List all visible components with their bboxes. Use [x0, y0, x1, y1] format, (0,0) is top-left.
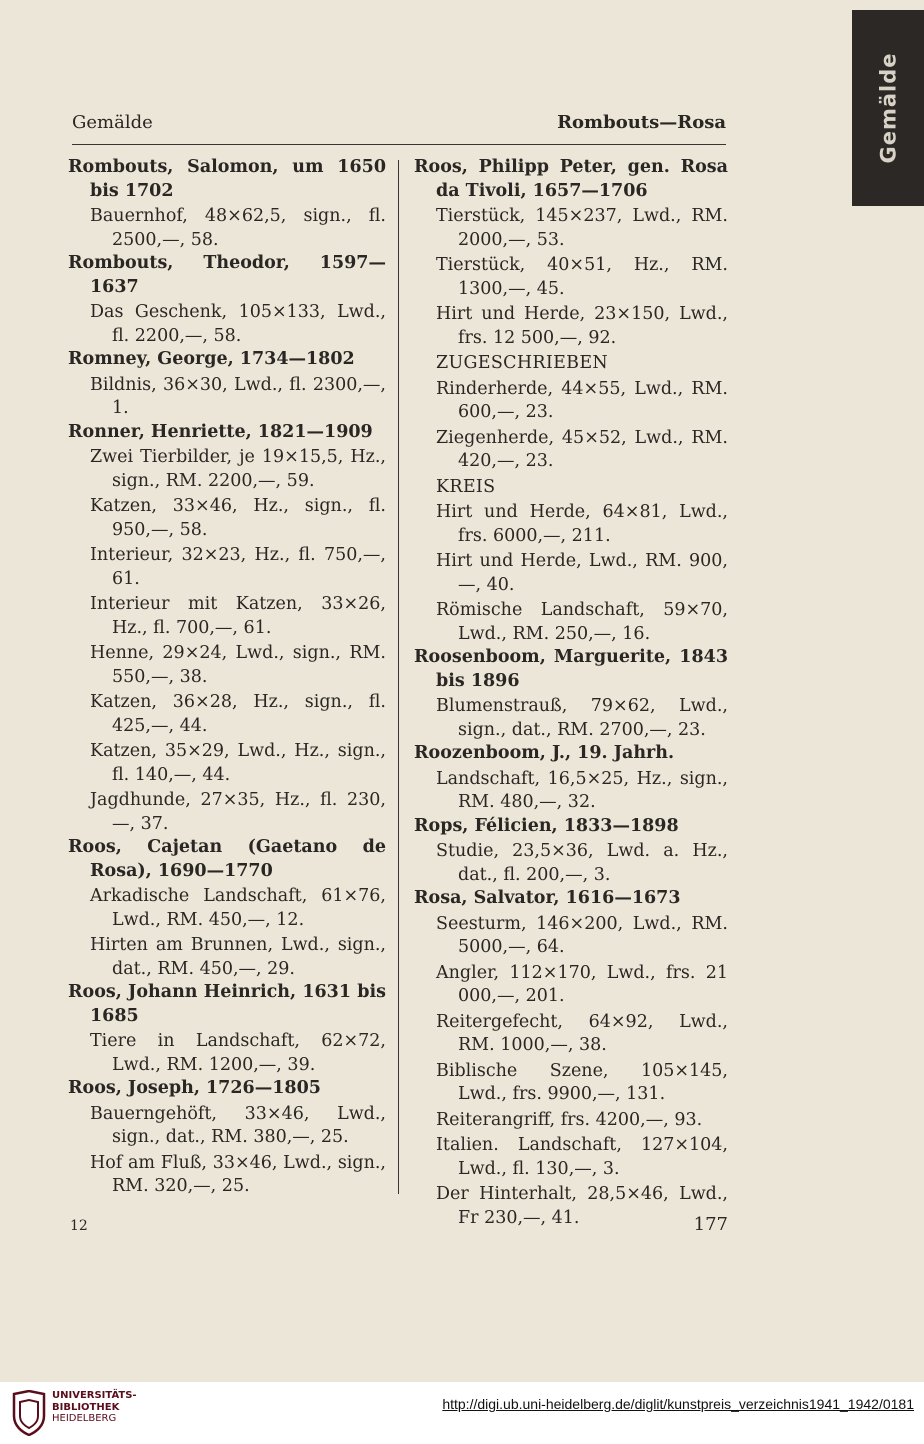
running-head	[72, 112, 726, 140]
artist-heading: Roozenboom, J., 19. Jahrh.	[414, 743, 675, 763]
work-listing: Blumenstrauß, 79×62, Lwd., sign., dat., RM. 2700,—, 23.	[436, 696, 728, 740]
work-listing: Angler, 112×170, Lwd., frs. 21 000,—, 201.	[436, 962, 728, 1006]
work-listing: Katzen, 36×28, Hz., sign., fl. 425,—, 44.	[90, 692, 386, 736]
work-listing: Tiere in Landschaft, 62×72, Lwd., RM. 1200,—, 39.	[90, 1031, 386, 1075]
catalog-entry	[414, 742, 728, 815]
work-listing: Bauerngehöft, 33×46, Lwd., sign., dat., RM. 380,—, 25.	[90, 1103, 386, 1147]
section-tab-label: Gemälde	[876, 52, 901, 164]
work-listing: Biblische Szene, 105×145, Lwd., frs. 9900,—, 131.	[436, 1060, 728, 1104]
artist-heading: Roos, Cajetan (Gaetano de Rosa), 1690—1770	[68, 837, 386, 881]
catalog-entry	[68, 156, 386, 252]
work-listing: Studie, 23,5×36, Lwd. a. Hz., dat., fl. 200,—, 3.	[436, 841, 728, 885]
catalog-entry	[68, 252, 386, 348]
work-listing: Hirt und Herde, Lwd., RM. 900,—, 40.	[436, 551, 728, 595]
digitization-footer	[0, 1382, 924, 1444]
library-name-line: BIBLIOTHEK	[52, 1401, 120, 1413]
artist-heading: Ronner, Henriette, 1821—1909	[68, 421, 373, 442]
work-listing: Interieur mit Katzen, 33×26, Hz., fl. 700,—, 61.	[90, 594, 386, 638]
work-listing: Tierstück, 40×51, Hz., RM. 1300,—, 45.	[436, 255, 728, 299]
artist-heading: Rombouts, Theodor, 1597—1637	[68, 253, 386, 297]
work-listing: Hof am Fluß, 33×46, Lwd., sign., RM. 320,—, 25.	[90, 1152, 386, 1196]
library-logo-icon	[10, 1390, 48, 1436]
work-listing: Italien. Landschaft, 127×104, Lwd., fl. 130,—, 3.	[436, 1135, 728, 1179]
page-number: 177	[693, 1214, 728, 1235]
catalog-entry	[68, 836, 386, 981]
right-column	[414, 156, 728, 1230]
artist-heading: Rosa, Salvator, 1616—1673	[414, 888, 681, 908]
column-rule	[398, 160, 399, 1194]
catalog-entry	[414, 887, 728, 1230]
artist-heading: Rombouts, Salomon, um 1650 bis 1702	[68, 157, 386, 201]
work-listing: Interieur, 32×23, Hz., fl. 750,—, 61.	[90, 545, 386, 589]
artist-heading: Roos, Philipp Peter, gen. Rosa da Tivoli, 1657—1706	[414, 157, 728, 201]
work-listing: Katzen, 35×29, Lwd., Hz., sign., fl. 140,—, 44.	[90, 741, 386, 785]
catalog-entry	[414, 815, 728, 888]
attribution-label: ZUGESCHRIEBEN	[436, 353, 609, 373]
artist-heading: Rops, Félicien, 1833—1898	[414, 815, 679, 836]
folio-signature: 12	[70, 1218, 88, 1234]
work-listing: Rinderherde, 44×55, Lwd., RM. 600,—, 23.	[436, 378, 728, 422]
work-listing: Henne, 29×24, Lwd., sign., RM. 550,—, 38.	[90, 643, 386, 687]
catalog-entry	[68, 348, 386, 421]
artist-heading: Romney, George, 1734—1802	[68, 349, 355, 369]
work-listing: Reitergefecht, 64×92, Lwd., RM. 1000,—, 38.	[436, 1011, 728, 1055]
section-tab	[852, 10, 924, 206]
work-listing: Hirt und Herde, 64×81, Lwd., frs. 6000,—, 211.	[436, 502, 728, 546]
work-listing: Ziegenherde, 45×52, Lwd., RM. 420,—, 23.	[436, 427, 728, 471]
library-name-line: UNIVERSITÄTS-	[52, 1390, 137, 1401]
work-listing: Zwei Tierbilder, je 19×15,5, Hz., sign., RM. 2200,—, 59.	[90, 447, 386, 491]
artist-heading: Roosenboom, Marguerite, 1843 bis 1896	[414, 647, 728, 691]
catalog-entry	[68, 981, 386, 1077]
running-head-range: Rombouts—Rosa	[557, 112, 726, 133]
work-listing: Bauernhof, 48×62,5, sign., fl. 2500,—, 58.	[90, 206, 386, 250]
attribution-label: KREIS	[436, 476, 496, 497]
work-listing: Seesturm, 146×200, Lwd., RM. 5000,—, 64.	[436, 913, 728, 957]
library-name-line: HEIDELBERG	[52, 1413, 117, 1424]
artist-heading: Roos, Joseph, 1726—1805	[68, 1078, 321, 1098]
artist-heading: Roos, Johann Heinrich, 1631 bis 1685	[68, 982, 386, 1026]
work-listing: Bildnis, 36×30, Lwd., fl. 2300,—, 1.	[90, 374, 386, 418]
header-rule	[72, 144, 726, 145]
work-listing: Der Hinterhalt, 28,5×46, Lwd., Fr 230,—, 41.	[436, 1184, 728, 1228]
catalog-entry	[68, 421, 386, 837]
library-name	[52, 1390, 137, 1425]
permalink[interactable]: http://digi.ub.uni-heidelberg.de/diglit/kunstpreis_verzeichnis1941_1942/0181	[442, 1396, 914, 1412]
work-listing: Tierstück, 145×237, Lwd., RM. 2000,—, 53.	[436, 206, 728, 250]
work-listing: Das Geschenk, 105×133, Lwd., fl. 2200,—, 58.	[90, 302, 386, 346]
work-listing: Reiterangriff, frs. 4200,—, 93.	[436, 1109, 703, 1130]
work-listing: Hirten am Brunnen, Lwd., sign., dat., RM. 450,—, 29.	[90, 935, 386, 979]
catalog-entry	[414, 646, 728, 742]
work-listing: Jagdhunde, 27×35, Hz., fl. 230,—, 37.	[90, 790, 386, 834]
catalog-entry	[68, 1077, 386, 1199]
work-listing: Katzen, 33×46, Hz., sign., fl. 950,—, 58.	[90, 496, 386, 540]
running-head-section: Gemälde	[72, 112, 153, 133]
work-listing: Landschaft, 16,5×25, Hz., sign., RM. 480,—, 32.	[436, 768, 728, 812]
left-column	[68, 156, 386, 1199]
work-listing: Hirt und Herde, 23×150, Lwd., frs. 12 500,—, 92.	[436, 304, 728, 348]
work-listing: Arkadische Landschaft, 61×76, Lwd., RM. 450,—, 12.	[90, 886, 386, 930]
work-listing: Römische Landschaft, 59×70, Lwd., RM. 250,—, 16.	[436, 600, 728, 644]
catalog-entry	[414, 156, 728, 646]
